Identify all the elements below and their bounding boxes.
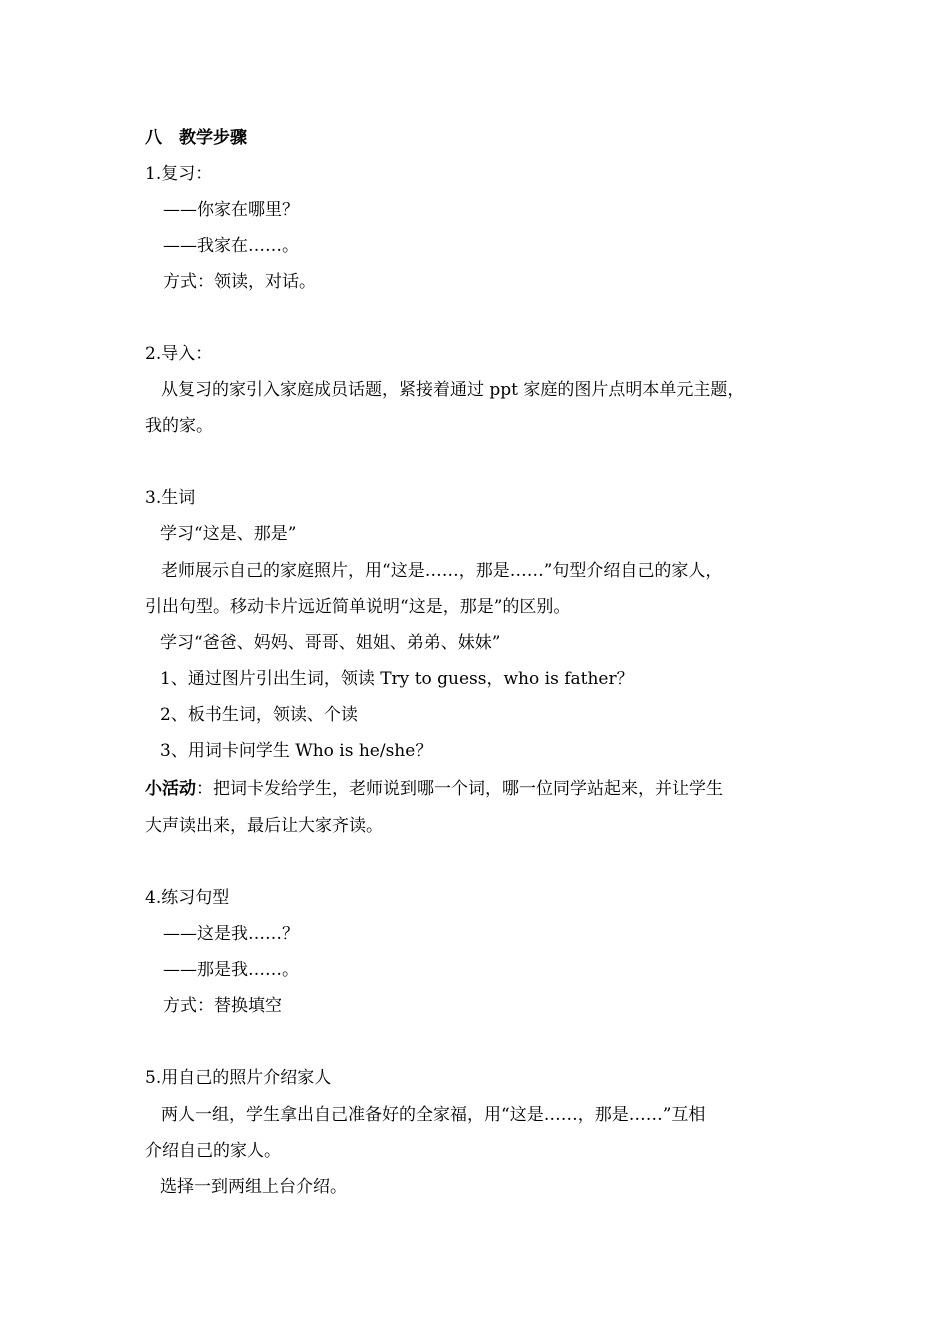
section-heading: 八 教学步骤 bbox=[145, 128, 247, 148]
practice-answer: ——那是我……。 bbox=[163, 960, 299, 980]
vocab-paragraph-line1: 老师展示自己的家庭照片，用“这是……，那是……”句型介绍自己的家人， bbox=[161, 561, 723, 581]
vocab-title: 3.生词 bbox=[145, 488, 196, 508]
intro-paragraph-line1: 从复习的家引入家庭成员话题，紧接着通过 ppt 家庭的图片点明本单元主题， bbox=[161, 380, 745, 400]
review-method: 方式：领读，对话。 bbox=[163, 272, 316, 292]
intro-paragraph-line2: 我的家。 bbox=[145, 416, 213, 436]
intro-title: 2.导入： bbox=[145, 344, 213, 364]
vocab-learn-family: 学习“爸爸、妈妈、哥哥、姐姐、弟弟、妹妹” bbox=[160, 633, 501, 653]
review-title: 1.复习： bbox=[145, 164, 213, 184]
photo-intro-title: 5.用自己的照片介绍家人 bbox=[145, 1068, 332, 1088]
review-question: ——你家在哪里？ bbox=[163, 200, 299, 220]
vocab-step-3: 3、用词卡问学生 Who is he/she？ bbox=[160, 741, 433, 761]
vocab-paragraph-line2: 引出句型。移动卡片远近简单说明“这是，那是”的区别。 bbox=[145, 597, 571, 617]
activity-line1 bbox=[145, 778, 723, 800]
practice-question: ——这是我……？ bbox=[163, 924, 299, 944]
vocab-step-1: 1、通过图片引出生词，领读 Try to guess，who is father？ bbox=[160, 669, 634, 689]
practice-title: 4.练习句型 bbox=[145, 888, 230, 908]
practice-method: 方式：替换填空 bbox=[163, 996, 282, 1016]
photo-intro-paragraph-line2: 介绍自己的家人。 bbox=[145, 1141, 281, 1161]
photo-intro-select-groups: 选择一到两组上台介绍。 bbox=[160, 1177, 347, 1197]
activity-line2: 大声读出来，最后让大家齐读。 bbox=[145, 816, 383, 836]
review-answer: ——我家在……。 bbox=[163, 236, 299, 256]
activity-label: 小活动 bbox=[145, 779, 196, 799]
photo-intro-paragraph-line1: 两人一组，学生拿出自己准备好的全家福，用“这是……，那是……”互相 bbox=[161, 1105, 706, 1125]
activity-text: ：把词卡发给学生，老师说到哪一个词，哪一位同学站起来，并让学生 bbox=[196, 779, 723, 799]
vocab-learn-this-that: 学习“这是、那是” bbox=[160, 524, 297, 544]
vocab-step-2: 2、板书生词，领读、个读 bbox=[160, 705, 358, 725]
